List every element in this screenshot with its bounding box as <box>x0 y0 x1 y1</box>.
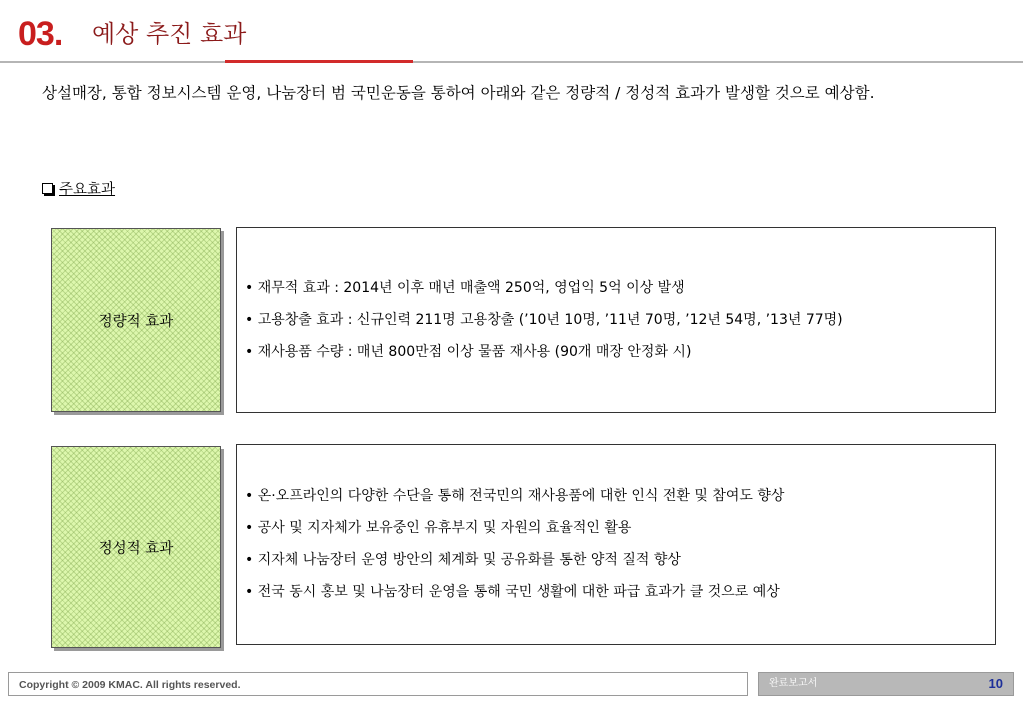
list-item: • 온·오프라인의 다양한 수단을 통해 전국민의 재사용품에 대한 인식 전환 및 참여도 향상 <box>245 488 785 504</box>
footer-copyright: Copyright © 2009 KMAC. All rights reserved. <box>8 672 748 696</box>
qualitative-content-box <box>236 444 996 645</box>
quantitative-list <box>245 272 987 368</box>
list-item: • 재무적 효과 : 2014년 이후 매년 매출액 250억, 영업익 5억 이상 발생 <box>245 280 685 296</box>
qualitative-list <box>245 480 987 608</box>
header-divider-accent <box>225 60 413 63</box>
list-item: • 재사용품 수량 : 매년 800만점 이상 물품 재사용 (90개 매장 안정화 시) <box>245 344 692 360</box>
section-heading <box>42 180 125 200</box>
list-item: • 지자체 나눔장터 운영 방안의 체계화 및 공유화를 통한 양적 질적 향상 <box>245 552 681 568</box>
quantitative-content-box <box>236 227 996 413</box>
quantitative-label-box <box>51 228 221 412</box>
list-item: • 공사 및 지자체가 보유중인 유휴부지 및 자원의 효율적인 활용 <box>245 520 632 536</box>
checkbox-bullet-icon <box>42 183 53 194</box>
qualitative-label-box <box>51 446 221 648</box>
header-number: 03. <box>18 15 63 53</box>
list-item: • 고용창출 효과 : 신규인력 211명 고용창출 (’10년 10명, ’11년 70명, ’12년 54명, ’13년 77명) <box>245 312 843 328</box>
quantitative-label: 정량적 효과 <box>98 313 174 330</box>
footer-page-panel <box>758 672 1014 696</box>
page-title: 예상 추진 효과 <box>92 20 247 48</box>
section-heading-label: 주요효과 <box>59 182 116 198</box>
qualitative-label: 정성적 효과 <box>98 540 174 557</box>
list-item: • 전국 동시 홍보 및 나눔장터 운영을 통해 국민 생활에 대한 파급 효과가 클 것으로 예상 <box>245 584 780 600</box>
header-divider <box>0 61 1023 63</box>
footer-doc-label: 완료보고서 <box>769 678 818 689</box>
intro-paragraph: 상설매장, 통합 정보시스템 운영, 나눔장터 범 국민운동을 통하여 아래와 같은 정량적 / 정성적 효과가 발생할 것으로 예상함. <box>42 84 875 102</box>
page-number: 10 <box>988 676 1003 691</box>
